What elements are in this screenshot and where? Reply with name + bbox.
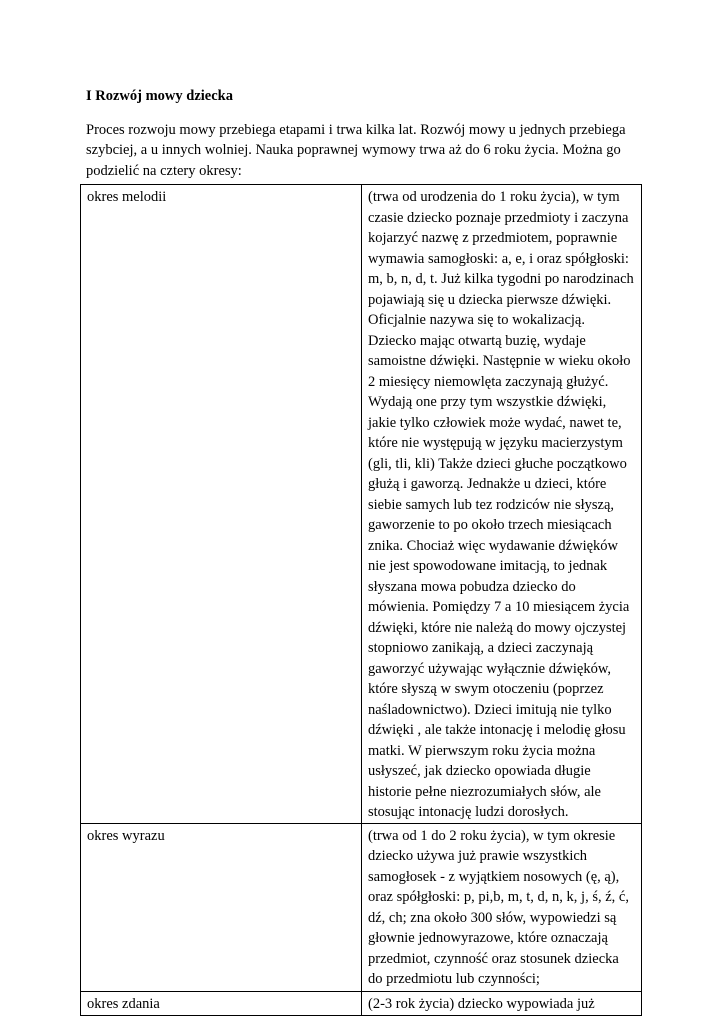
- period-description-cell: (trwa od urodzenia do 1 roku życia), w tym czasie dziecko poznaje przedmioty i zaczyna kojarzyć nazwę z przedmiotem, poprawnie wymawia samogłoski: a, e, i oraz spółgłoski: m, b, n, d, t. Już kilka tygodni po narodzinach pojawiają się u dziecka pierwsze dźwięki. Oficjalnie nazywa się to wokalizacją. Dziecko mając otwartą buzię, wydaje samoistne dźwięki. Następnie w wieku około 2 miesięcy niemowlęta zaczynają głużyć. Wydają one przy tym wszystkie dźwięki, jakie tylko człowiek może wydać, nawet te, które nie występują w języku macierzystym (gli, tli, kli) Także dzieci głuche początkowo głużą i gaworzą. Jednakże u dzieci, które siebie samych lub tez rodziców nie słyszą, gaworzenie to po około trzech miesiącach znika. Chociaż więc wydawanie dźwięków nie jest spowodowane imitacją, to jednak słyszana mowa pobudza dziecko do mówienia. Pomiędzy 7 a 10 miesiącem życia dźwięki, które nie należą do mowy ojczystej stopniowo zanikają, a dzieci zaczynają gaworzyć używając wyłącznie dźwięków, które słyszą w swym otoczeniu (poprzez naśladownictwo). Dzieci imitują nie tylko dźwięki , ale także intonację i melodię głosu matki. W pierwszym roku życia można usłyszeć, jak dziecko opowiada długie historie pełne niezrozumiałych słów, ale stosując intonację ludzi dorosłych.: [362, 185, 642, 824]
- table-row: [81, 991, 642, 1015]
- period-description-cell: (2-3 rok życia) dziecko wypowiada już: [362, 991, 642, 1015]
- period-name-cell: okres melodii: [81, 185, 362, 824]
- period-name-cell: okres wyrazu: [81, 823, 362, 991]
- period-name-cell: okres zdania: [81, 991, 362, 1015]
- period-description-cell: (trwa od 1 do 2 roku życia), w tym okresie dziecko używa już prawie wszystkich samogłosek - z wyjątkiem nosowych (ę, ą), oraz spółgłoski: p, pi,b, m, t, d, n, k, j, ś, ź, ć, dź, ch; zna około 300 słów, wypowiedzi są głownie jednowyrazowe, które oznaczają przedmiot, czynność oraz stosunek dziecka do przedmiotu lub czynności;: [362, 823, 642, 991]
- speech-periods-table: [80, 184, 642, 1016]
- intro-paragraph: Proces rozwoju mowy przebiega etapami i trwa kilka lat. Rozwój mowy u jednych przebiega szybciej, a u innych wolniej. Nauka poprawnej wymowy trwa aż do 6 roku życia. Można go podzielić na cztery okresy:: [86, 122, 626, 179]
- table-row: [81, 185, 642, 824]
- section-heading: I Rozwój mowy dziecka: [86, 88, 233, 104]
- table-row: [81, 823, 642, 991]
